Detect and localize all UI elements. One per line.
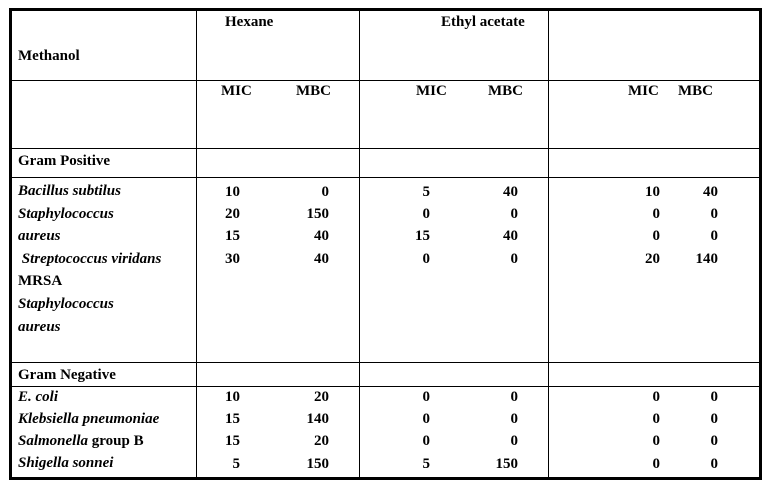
value-cell: 20 bbox=[314, 433, 329, 449]
value-cell: 0 bbox=[510, 433, 518, 449]
organism-label: Streptococcus viridans bbox=[18, 251, 162, 267]
value-cell: 10 bbox=[225, 389, 240, 405]
row-divider bbox=[12, 386, 760, 387]
hexane-header: Hexane bbox=[225, 14, 274, 30]
ethyl-acetate-header: Ethyl acetate bbox=[441, 14, 525, 30]
value-cell: 40 bbox=[703, 184, 718, 200]
organism-label: Klebsiella pneumoniae bbox=[18, 411, 160, 427]
value-cell: 140 bbox=[695, 251, 718, 267]
value-cell: 0 bbox=[710, 389, 718, 405]
value-cell: 20 bbox=[225, 206, 240, 222]
value-cell: 0 bbox=[510, 206, 518, 222]
gram-positive-heading: Gram Positive bbox=[18, 153, 111, 169]
value-cell: 40 bbox=[314, 251, 329, 267]
value-cell: 0 bbox=[422, 411, 430, 427]
value-cell: 10 bbox=[645, 184, 660, 200]
value-cell: 40 bbox=[503, 184, 518, 200]
gram-negative-heading: Gram Negative bbox=[18, 367, 116, 383]
value-cell: 0 bbox=[652, 389, 660, 405]
row-divider bbox=[12, 362, 760, 363]
value-cell: 0 bbox=[710, 228, 718, 244]
value-cell: 0 bbox=[652, 228, 660, 244]
value-cell: 0 bbox=[710, 433, 718, 449]
mbc-header-methanol: MBC bbox=[678, 83, 713, 99]
value-cell: 0 bbox=[710, 206, 718, 222]
value-cell: 15 bbox=[225, 433, 240, 449]
value-cell: 30 bbox=[225, 251, 240, 267]
value-cell: 0 bbox=[422, 206, 430, 222]
row-divider bbox=[12, 148, 760, 149]
value-cell: 20 bbox=[314, 389, 329, 405]
organism-label bbox=[18, 433, 144, 449]
value-cell: 5 bbox=[422, 184, 430, 200]
mic-header-ethyl: MIC bbox=[416, 83, 447, 99]
organism-label-italic: Salmonella bbox=[18, 433, 89, 449]
value-cell: 0 bbox=[422, 251, 430, 267]
organism-label-suffix: group B bbox=[88, 433, 144, 449]
mbc-header-ethyl: MBC bbox=[488, 83, 523, 99]
value-cell: 0 bbox=[510, 251, 518, 267]
value-cell: 20 bbox=[645, 251, 660, 267]
value-cell: 140 bbox=[306, 411, 329, 427]
value-cell: 0 bbox=[710, 411, 718, 427]
methanol-header: Methanol bbox=[18, 48, 80, 64]
value-cell: 40 bbox=[314, 228, 329, 244]
mic-header-methanol: MIC bbox=[628, 83, 659, 99]
row-divider bbox=[12, 177, 760, 178]
value-cell: 0 bbox=[710, 456, 718, 472]
organism-label: Shigella sonnei bbox=[18, 455, 114, 471]
value-cell: 0 bbox=[652, 433, 660, 449]
organism-label: aureus bbox=[18, 228, 61, 244]
row-divider bbox=[12, 80, 760, 81]
value-cell: 15 bbox=[225, 411, 240, 427]
value-cell: 0 bbox=[510, 389, 518, 405]
column-divider bbox=[548, 11, 549, 477]
value-cell: 5 bbox=[232, 456, 240, 472]
value-cell: 40 bbox=[503, 228, 518, 244]
organism-label: Bacillus subtilus bbox=[18, 183, 121, 199]
organism-label: aureus bbox=[18, 319, 61, 335]
organism-label: MRSA bbox=[18, 273, 63, 289]
value-cell: 0 bbox=[510, 411, 518, 427]
mbc-header-hexane: MBC bbox=[296, 83, 331, 99]
organism-label: E. coli bbox=[18, 389, 58, 405]
value-cell: 0 bbox=[652, 411, 660, 427]
value-cell: 0 bbox=[422, 433, 430, 449]
value-cell: 150 bbox=[306, 206, 329, 222]
organism-label: Staphylococcus bbox=[18, 206, 114, 222]
value-cell: 0 bbox=[652, 456, 660, 472]
value-cell: 10 bbox=[225, 184, 240, 200]
value-cell: 15 bbox=[415, 228, 430, 244]
value-cell: 0 bbox=[321, 184, 329, 200]
value-cell: 0 bbox=[422, 389, 430, 405]
value-cell: 5 bbox=[422, 456, 430, 472]
organism-label: Staphylococcus bbox=[18, 296, 114, 312]
value-cell: 150 bbox=[306, 456, 329, 472]
column-divider bbox=[359, 11, 360, 477]
value-cell: 15 bbox=[225, 228, 240, 244]
value-cell: 150 bbox=[495, 456, 518, 472]
value-cell: 0 bbox=[652, 206, 660, 222]
table-frame bbox=[9, 8, 762, 480]
mic-header-hexane: MIC bbox=[221, 83, 252, 99]
column-divider bbox=[196, 11, 197, 477]
